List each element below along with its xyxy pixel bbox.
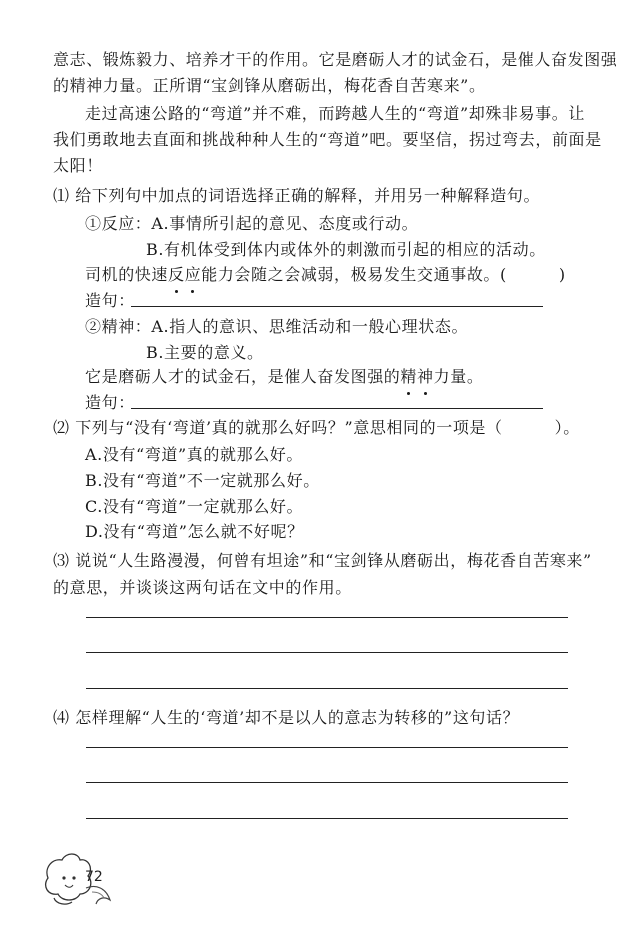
q2-option-a[interactable]: A.没有“弯道”真的就那么好。 bbox=[85, 445, 304, 464]
answer-line[interactable] bbox=[86, 688, 568, 689]
q1-item2-sentence-pre: 它是磨砺人才的试金石，是催人奋发图强的 bbox=[85, 367, 401, 386]
q3-prompt-line-1: ⑶ 说说“人生路漫漫，何曾有坦途”和“宝剑锋从磨砺出，梅花香自苦寒来” bbox=[53, 551, 592, 570]
q1-prompt: ⑴ 给下列句中加点的词语选择正确的解释，并用另一种解释造句。 bbox=[53, 186, 541, 205]
mascot-illustration bbox=[36, 848, 116, 910]
answer-line[interactable] bbox=[86, 818, 568, 819]
q1-item2-row bbox=[85, 316, 468, 338]
dotted-char: 应 bbox=[184, 265, 202, 284]
q1-item1-sentence-pre: 司机的快速 bbox=[85, 265, 169, 284]
passage-line-4: 我们勇敢地去直面和挑战种种人生的“弯道”吧。要坚信，拐过弯去，前面是 bbox=[53, 130, 602, 149]
passage-line-1: 意志、锻炼毅力、培养才干的作用。它是磨砺人才的试金石，是催人奋发图强 bbox=[53, 50, 618, 69]
q1-item2-label: ②精神： bbox=[85, 317, 152, 336]
q2-prompt-pre: ⑵ 下列与“没有‘弯道’真的就那么好吗？”意思相同的一项是（ bbox=[53, 418, 503, 437]
q1-item1-sentence-post: 能力会随之会减弱，极易发生交通事故。( bbox=[201, 265, 507, 284]
answer-line[interactable] bbox=[131, 408, 543, 409]
answer-line[interactable] bbox=[131, 306, 543, 307]
q2-option-b[interactable]: B.没有“弯道”不一定就那么好。 bbox=[85, 471, 320, 490]
q2-prompt bbox=[53, 417, 580, 439]
q1-item2-option-b: B.主要的意义。 bbox=[146, 343, 264, 362]
dotted-char: 神 bbox=[417, 367, 434, 386]
dotted-char: 精 bbox=[400, 367, 418, 386]
dotted-char: 反 bbox=[168, 265, 185, 284]
q2-option-d[interactable]: D.没有“弯道”怎么就不好呢？ bbox=[85, 522, 304, 541]
q1-item1-option-b: B.有机体受到体内或体外的刺激而引起的相应的活动。 bbox=[146, 240, 546, 259]
passage-line-3: 走过高速公路的“弯道”并不难，而跨越人生的“弯道”却殊非易事。让 bbox=[85, 104, 585, 123]
q1-item1-make-sentence-label: 造句： bbox=[85, 291, 135, 310]
answer-line[interactable] bbox=[86, 747, 568, 748]
passage-line-5: 太阳！ bbox=[53, 156, 103, 175]
q1-item2-sentence bbox=[85, 366, 483, 388]
q1-item1-label: ①反应： bbox=[85, 214, 152, 233]
q1-item1-row bbox=[85, 213, 418, 235]
answer-line[interactable] bbox=[86, 617, 568, 618]
answer-line[interactable] bbox=[86, 652, 568, 653]
passage-line-2: 的精神力量。正所谓“宝剑锋从磨砺出，梅花香自苦寒来”。 bbox=[53, 76, 486, 95]
q2-option-c[interactable]: C.没有“弯道”一定就那么好。 bbox=[85, 497, 304, 516]
q1-item2-make-sentence-label: 造句： bbox=[85, 393, 135, 412]
q3-prompt-line-2: 的意思，并谈谈这两句话在文中的作用。 bbox=[53, 578, 352, 597]
q4-prompt: ⑷ 怎样理解“人生的‘弯道’却不是以人的意志为转移的”这句话？ bbox=[53, 708, 520, 727]
q2-prompt-post: ）。 bbox=[554, 418, 580, 437]
q1-item1-sentence bbox=[85, 264, 566, 286]
q1-item2-option-a: A.指人的意识、思维活动和一般心理状态。 bbox=[151, 317, 469, 336]
q1-item1-option-a: A.事情所引起的意见、态度或行动。 bbox=[151, 214, 419, 233]
q1-item1-close-paren: ) bbox=[558, 265, 566, 284]
answer-line[interactable] bbox=[86, 782, 568, 783]
q1-item2-sentence-post: 力量。 bbox=[433, 367, 484, 386]
page-number: 72 bbox=[85, 869, 103, 885]
